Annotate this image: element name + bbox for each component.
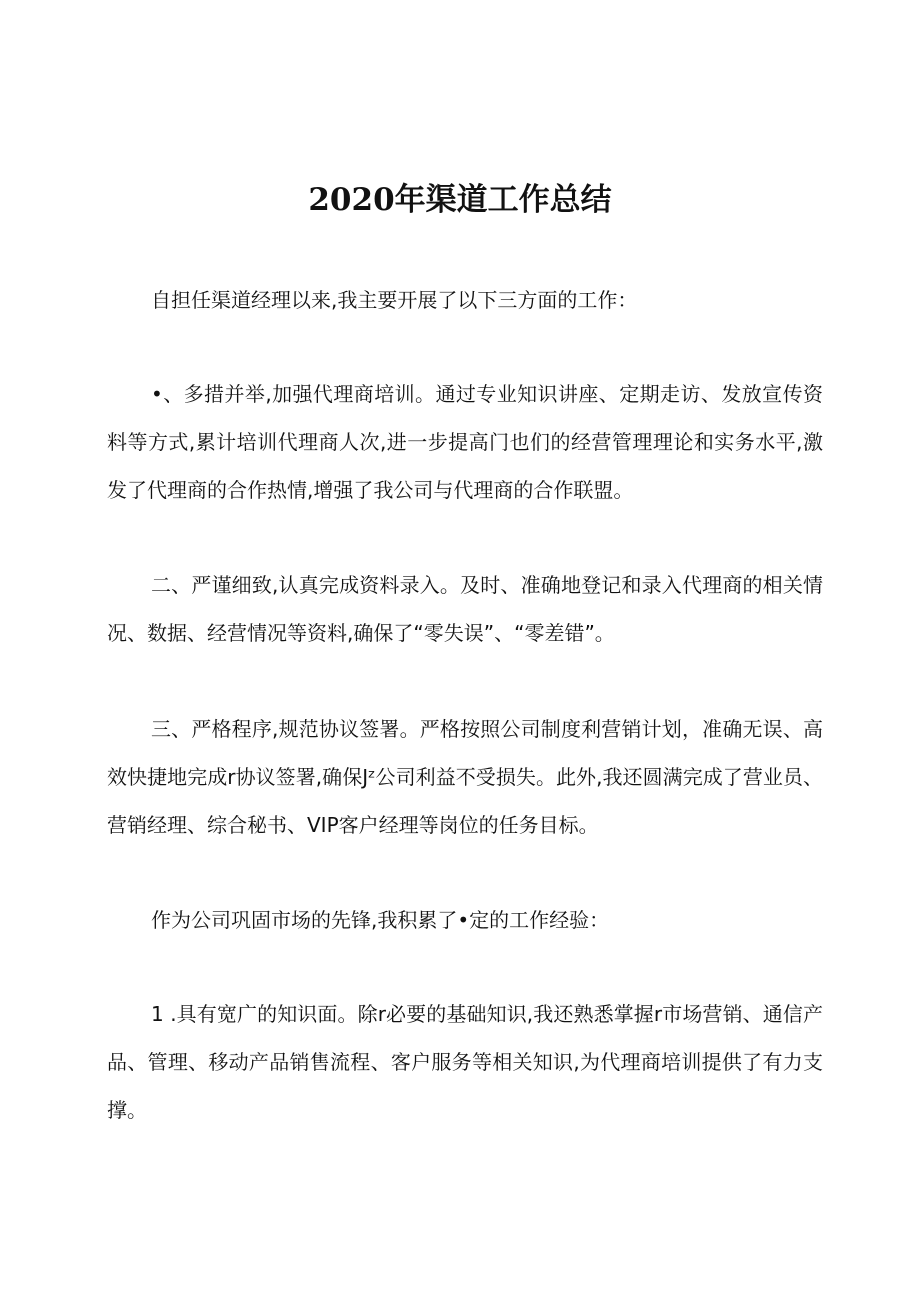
document-title: 2020年渠道工作总结 xyxy=(308,182,612,218)
experience-intro-paragraph: 作为公司巩固市场的先锋,我积累了•定的工作经验： xyxy=(151,908,610,932)
section-one-paragraph: •、多措并举,加强代理商培训。通过专业知识讲座、定期走访、发放宣传资料等方式,累计培训代理商人次,进一步提高门也们的经营管理理论和实务水平,激发了代理商的合作热情,增强了我公司与代理商的合作联盟。 xyxy=(107,382,823,502)
intro-paragraph: 自担任渠道经理以来,我主要开展了以下三方面的工作： xyxy=(151,288,638,312)
experience-item-one-paragraph: 1 .具有宽广的知识面。除r必要的基础知识,我还熟悉掌握r市场营销、通信产品、管理、移动产品销售流程、客户服务等相关知识,为代理商培训提供了有力支撑。 xyxy=(107,1002,823,1122)
section-two-paragraph: 二、严谨细致,认真完成资料录入。及时、准确地登记和录入代理商的相关情况、数据、经营情况等资料,确保了“零失误”、“零差错”。 xyxy=(107,573,823,645)
section-three-paragraph: 三、严格程序,规范协议签署。严格按照公司制度利营销计划，准确无误、高效快捷地完成r协议签署,确保Jᶻ公司利益不受损失。此外,我还圆满完成了营业员、营销经理、综合秘书、VIP客户经理等岗位的任务目标。 xyxy=(107,717,823,837)
